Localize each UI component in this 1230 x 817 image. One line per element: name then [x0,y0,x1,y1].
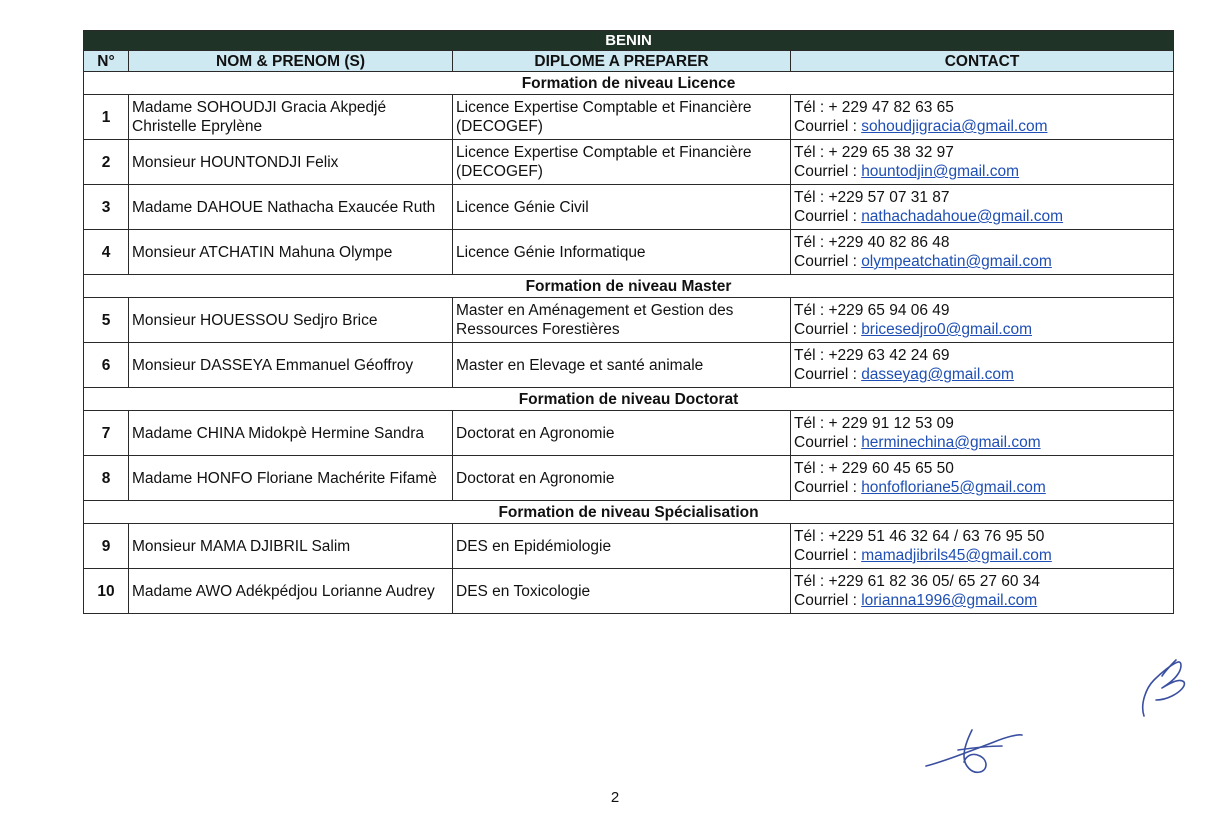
email-line [794,591,1170,610]
column-header-number: N° [84,51,129,72]
phone-number: Tél : +229 61 82 36 05/ 65 27 60 34 [794,573,1041,590]
row-number: 5 [84,298,129,343]
beneficiary-name: Monsieur HOUNTONDJI Felix [129,140,453,185]
section-title: Formation de niveau Master [84,275,1174,298]
email-label: Courriel : [794,321,862,338]
contact-cell [791,230,1174,275]
beneficiary-name: Monsieur HOUESSOU Sedjro Brice [129,298,453,343]
phone-number: Tél : + 229 47 82 63 65 [794,99,954,116]
diploma: DES en Toxicologie [453,569,791,614]
column-header-contact: CONTACT [791,51,1174,72]
country-header-row [84,31,1174,51]
row-number: 3 [84,185,129,230]
phone-number: Tél : +229 63 42 24 69 [794,347,950,364]
contact-cell [791,95,1174,140]
table-row [84,569,1174,614]
email-link[interactable]: dasseyag@gmail.com [861,366,1014,383]
beneficiary-name: Madame HONFO Floriane Machérite Fifamè [129,456,453,501]
column-header-diploma: DIPLOME A PREPARER [453,51,791,72]
initials-signature-mark [1132,656,1192,720]
handwritten-signature-mark [922,724,1026,782]
contact-cell [791,569,1174,614]
email-label: Courriel : [794,163,862,180]
email-label: Courriel : [794,547,862,564]
diploma: Doctorat en Agronomie [453,456,791,501]
contact-cell [791,411,1174,456]
email-link[interactable]: sohoudjigracia@gmail.com [861,118,1048,135]
phone-number: Tél : +229 65 94 06 49 [794,302,950,319]
diploma: Doctorat en Agronomie [453,411,791,456]
email-link[interactable]: honfofloriane5@gmail.com [861,479,1046,496]
email-label: Courriel : [794,366,862,383]
diploma: Licence Génie Civil [453,185,791,230]
table-row [84,524,1174,569]
beneficiary-name: Monsieur ATCHATIN Mahuna Olympe [129,230,453,275]
email-link[interactable]: mamadjibrils45@gmail.com [861,547,1052,564]
phone-number: Tél : + 229 60 45 65 50 [794,460,954,477]
table-row [84,456,1174,501]
email-line [794,117,1170,136]
phone-number: Tél : +229 40 82 86 48 [794,234,950,251]
email-line [794,365,1170,384]
contact-cell [791,140,1174,185]
email-label: Courriel : [794,118,862,135]
email-label: Courriel : [794,434,862,451]
row-number: 10 [84,569,129,614]
email-line [794,320,1170,339]
section-header-row [84,388,1174,411]
country-title: BENIN [84,31,1174,51]
section-title: Formation de niveau Doctorat [84,388,1174,411]
email-link[interactable]: bricesedjro0@gmail.com [861,321,1032,338]
beneficiary-name: Madame CHINA Midokpè Hermine Sandra [129,411,453,456]
section-title: Formation de niveau Licence [84,72,1174,95]
phone-number: Tél : +229 51 46 32 64 / 63 76 95 50 [794,528,1045,545]
diploma: Licence Expertise Comptable et Financière (DECOGEF) [453,95,791,140]
email-link[interactable]: nathachadahoue@gmail.com [861,208,1064,225]
contact-cell [791,185,1174,230]
phone-number: Tél : + 229 91 12 53 09 [794,415,954,432]
table-row [84,185,1174,230]
beneficiaries-table [83,30,1174,614]
beneficiary-name: Monsieur MAMA DJIBRIL Salim [129,524,453,569]
table-row [84,298,1174,343]
section-header-row [84,72,1174,95]
email-link[interactable]: hountodjin@gmail.com [861,163,1020,180]
beneficiary-name: Madame SOHOUDJI Gracia Akpedjé Christelle Eprylène [129,95,453,140]
row-number: 1 [84,95,129,140]
row-number: 6 [84,343,129,388]
email-label: Courriel : [794,592,862,609]
email-line [794,207,1170,226]
email-line [794,252,1170,271]
phone-number: Tél : + 229 65 38 32 97 [794,144,954,161]
email-line [794,433,1170,452]
diploma: DES en Epidémiologie [453,524,791,569]
email-line [794,162,1170,181]
diploma: Licence Expertise Comptable et Financière (DECOGEF) [453,140,791,185]
diploma: Master en Aménagement et Gestion des Ressources Forestières [453,298,791,343]
email-line [794,546,1170,565]
contact-cell [791,456,1174,501]
contact-cell [791,343,1174,388]
table-row [84,140,1174,185]
table-row [84,411,1174,456]
email-line [794,478,1170,497]
email-label: Courriel : [794,208,862,225]
beneficiary-name: Madame DAHOUE Nathacha Exaucée Ruth [129,185,453,230]
table-row [84,95,1174,140]
phone-number: Tél : +229 57 07 31 87 [794,189,950,206]
email-link[interactable]: lorianna1996@gmail.com [861,592,1038,609]
email-link[interactable]: herminechina@gmail.com [861,434,1041,451]
beneficiary-name: Monsieur DASSEYA Emmanuel Géoffroy [129,343,453,388]
email-label: Courriel : [794,479,862,496]
table-row [84,230,1174,275]
section-header-row [84,275,1174,298]
section-header-row [84,501,1174,524]
beneficiary-name: Madame AWO Adékpédjou Lorianne Audrey [129,569,453,614]
contact-cell [791,298,1174,343]
row-number: 9 [84,524,129,569]
row-number: 2 [84,140,129,185]
diploma: Licence Génie Informatique [453,230,791,275]
row-number: 4 [84,230,129,275]
page-number: 2 [610,789,620,806]
column-header-name: NOM & PRENOM (S) [129,51,453,72]
email-link[interactable]: olympeatchatin@gmail.com [861,253,1052,270]
row-number: 7 [84,411,129,456]
column-header-row [84,51,1174,72]
section-title: Formation de niveau Spécialisation [84,501,1174,524]
email-label: Courriel : [794,253,862,270]
diploma: Master en Elevage et santé animale [453,343,791,388]
table-row [84,343,1174,388]
row-number: 8 [84,456,129,501]
contact-cell [791,524,1174,569]
